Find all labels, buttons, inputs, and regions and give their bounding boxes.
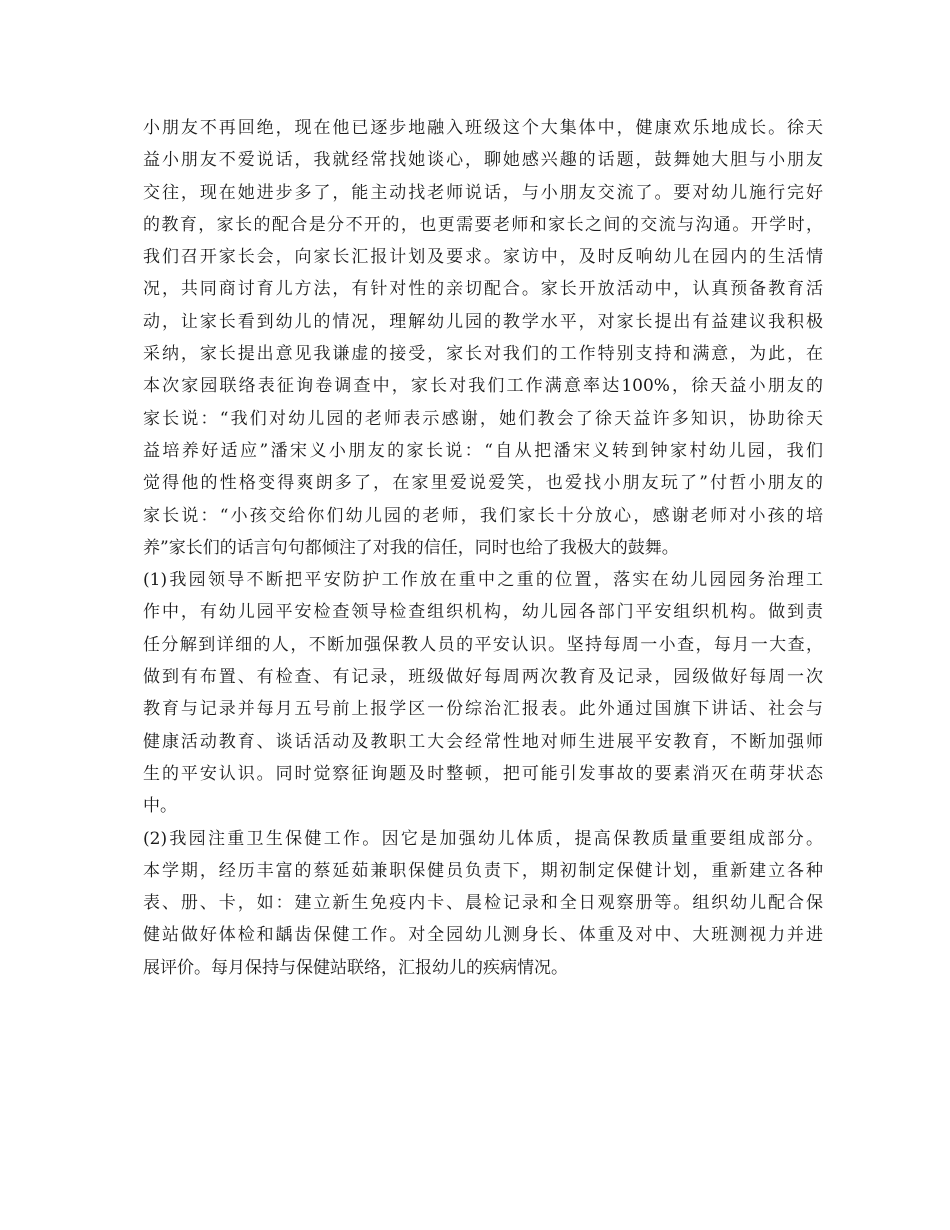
text-line: 教育与记录并每月五号前上报学区一份综治汇报表。此外通过国旗下讲话、社会与 [143,699,823,720]
text-line: 动，让家长看到幼儿的情况，理解幼儿园的教学水平，对家长提出有益建议我积极 [143,311,823,332]
text-line: 健站做好体检和龋齿保健工作。对全园幼儿测身长、体重及对中、大班测视力并进 [143,925,823,946]
text-line: (1)我园领导不断把平安防护工作放在重中之重的位置，落实在幼儿园园务治理工 [143,570,823,591]
text-line: 益小朋友不爱说话，我就经常找她谈心，聊她感兴趣的话题，鼓舞她大胆与小朋友 [143,150,823,171]
text-line: 家长说：“小孩交给你们幼儿园的老师，我们家长十分放心，感谢老师对小孩的培 [143,505,823,526]
text-line: 小朋友不再回绝，现在他已逐步地融入班级这个大集体中，健康欢乐地成长。徐天 [143,118,823,138]
text-line: 家长说：“我们对幼儿园的老师表示感谢，她们教会了徐天益许多知识，协助徐天 [143,408,823,429]
text-line: 况，共同商讨育儿方法，有针对性的亲切配合。家长开放活动中，认真预备教育活 [143,279,823,300]
text-line: 采纳，家长提出意见我谦虚的接受，家长对我们的工作特别支持和满意，为此，在 [143,344,823,365]
paragraph-parent-communication [143,112,823,564]
text-line: 本学期，经历丰富的蔡延茹兼职保健员负责下，期初制定保健计划，重新建立各种 [143,860,823,881]
text-line: 中。 [143,796,177,817]
paragraph-safety-work [143,564,823,822]
text-line: 觉得他的性格变得爽朗多了，在家里爱说爱笑，也爱找小朋友玩了”付哲小朋友的 [143,473,823,494]
text-line: (2)我园注重卫生保健工作。因它是加强幼儿体质，提高保教质量重要组成部分。 [143,828,823,849]
text-line: 任分解到详细的人，不断加强保教人员的平安认识。坚持每周一小查，每月一大查， [143,634,823,655]
text-line: 表、册、卡，如：建立新生免疫内卡、晨检记录和全日观察册等。组织幼儿配合保 [143,893,823,914]
paragraph-health-care [143,823,823,984]
text-line: 本次家园联络表征询卷调查中，家长对我们工作满意率达100%，徐天益小朋友的 [143,376,823,397]
text-line: 养”家长们的话言句句都倾注了对我的信任，同时也给了我极大的鼓舞。 [143,537,679,558]
text-line: 的教育，家长的配合是分不开的，也更需要老师和家长之间的交流与沟通。开学时， [143,214,823,235]
text-line: 益培养好适应”潘宋义小朋友的家长说：“自从把潘宋义转到钟家村幼儿园，我们 [143,440,823,461]
text-line: 交往，现在她进步多了，能主动找老师说话，与小朋友交流了。要对幼儿施行完好 [143,182,823,203]
text-line: 做到有布置、有检查、有记录，班级做好每周两次教育及记录，园级做好每周一次 [143,667,823,688]
text-line: 生的平安认识。同时觉察征询题及时整顿，把可能引发事故的要素消灭在萌芽状态 [143,763,823,784]
text-line: 健康活动教育、谈话活动及教职工大会经常性地对师生进展平安教育，不断加强师 [143,731,823,752]
text-line: 展评价。每月保持与保健站联络，汇报幼儿的疾病情况。 [143,957,568,978]
text-line: 作中，有幼儿园平安检查领导检查组织机构，幼儿园各部门平安组织机构。做到责 [143,602,823,623]
document-body [143,112,823,984]
text-line: 我们召开家长会，向家长汇报计划及要求。家访中，及时反响幼儿在园内的生活情 [143,247,823,268]
